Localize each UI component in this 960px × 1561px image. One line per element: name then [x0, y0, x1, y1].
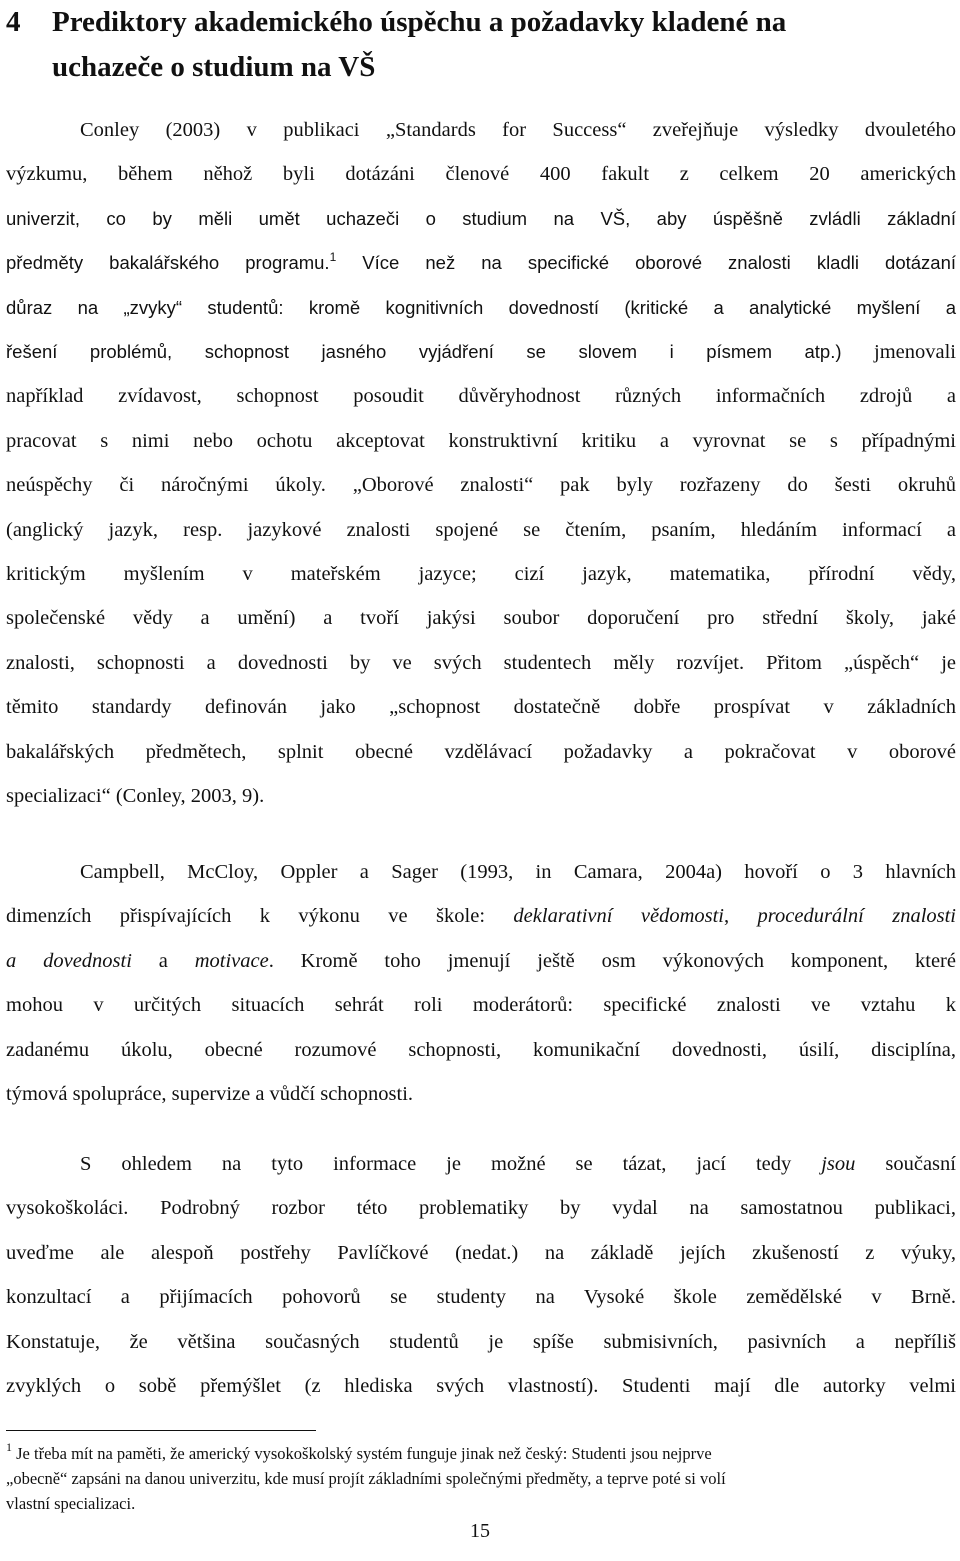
text-span: současní — [855, 1153, 956, 1175]
footnote-line: vlastní specializaci. — [6, 1494, 136, 1513]
chapter-number: 4 — [6, 6, 21, 38]
page-number: 15 — [470, 1520, 490, 1542]
text-line: uveďme ale alespoň postřehy Pavlíčkové (nedat.) na základě jejích zkušeností z výuky, — [6, 1241, 956, 1264]
text-span: Je třeba mít na paměti, že americký vysokoškolský systém funguje jinak než český: Studenti jsou nejprve — [12, 1444, 712, 1463]
paragraph-students — [6, 1142, 956, 1408]
footnote-reference: 1 — [329, 250, 337, 265]
italic-term: motivace — [194, 949, 269, 972]
text-line: univerzit, co by měli umět uchazeči o studium na VŠ, aby úspěšně zvládli základní — [6, 207, 956, 229]
text-line: společenské vědy a umění) a tvoří jakýsi soubor doporučení pro střední školy, jaké — [6, 607, 956, 630]
footnote-line: „obecně“ zapsáni na danou univerzitu, kde musí projít základními společnými předměty, a teprve poté si volí — [6, 1469, 726, 1488]
text-span: . Kromě toho jmenují ještě osm výkonových komponent, které — [268, 949, 956, 972]
italic-term: a dovednosti — [6, 949, 132, 972]
text-line: znalosti, schopnosti a dovednosti by ve svých studentech měly rozvíjet. Přitom „úspěch“ je — [6, 651, 956, 674]
text-line — [6, 939, 956, 983]
text-line: konzultací a přijímacích pohovorů se studenty na Vysoké škole zemědělské v Brně. — [6, 1286, 956, 1309]
text-line: důraz na „zvyky“ studentů: kromě kognitivních dovedností (kritické a analytické myšlení a — [6, 296, 956, 318]
text-line: bakalářských předmětech, splnit obecné vzdělávací požadavky a pokračovat v oborové — [6, 740, 956, 763]
footnote-marker: 1 — [6, 1440, 12, 1454]
text-line: pracovat s nimi nebo ochotu akceptovat konstruktivní kritiku a vyrovnat se s případnými — [6, 429, 956, 452]
chapter-title-line-2: uchazeče o studium na VŠ — [52, 51, 376, 83]
text-line: výzkumu, během něhož byli dotázáni členové 400 fakult z celkem 20 amerických — [6, 163, 956, 186]
text-line — [6, 894, 956, 938]
text-span: jmenovali — [841, 341, 957, 364]
footnote — [6, 1441, 956, 1516]
text-span: Více než na specifické oborové znalosti kladli dotázaní — [336, 252, 956, 274]
italic-term: deklarativní vědomosti — [513, 905, 724, 928]
text-line: neúspěchy či náročnými úkoly. „Oborové znalosti“ pak byly rozřazeny do šesti okruhů — [6, 474, 956, 497]
text-line: zadanému úkolu, obecné rozumové schopnosti, komunikační dovednosti, úsilí, disciplína, — [6, 1038, 956, 1061]
footnote-line — [6, 1441, 956, 1466]
text-line: vysokoškoláci. Podrobný rozbor této problematiky by vydal na samostatnou publikaci, — [6, 1197, 956, 1220]
text-line: specializaci“ (Conley, 2003, 9). — [6, 785, 265, 808]
chapter-title-line-1: Prediktory akademického úspěchu a požadavky kladené na — [52, 6, 787, 38]
text-line: Conley (2003) v publikaci „Standards for Success“ zveřejňuje výsledky dvouletého — [80, 119, 956, 141]
text-span: a — [131, 949, 195, 972]
text-span: dimenzích přispívajících k výkonu ve škole: — [6, 905, 514, 928]
text-line: (anglický jazyk, resp. jazykové znalosti spojené se čtením, psaním, hledáním informací a — [6, 518, 956, 541]
text-span: řešení problémů, schopnost jasného vyjádření se slovem i písmem atp.) — [6, 341, 842, 363]
text-line: zvyklých o sobě přemýšlet (z hlediska svých vlastností). Studenti mají dle autorky velmi — [6, 1375, 956, 1398]
text-line: například zvídavost, schopnost posoudit důvěryhodnost různých informačních zdrojů a — [6, 385, 956, 408]
italic-term: procedurální znalosti — [757, 905, 957, 928]
text-line: týmová spolupráce, supervize a vůdčí schopnosti. — [6, 1083, 414, 1106]
chapter-heading — [6, 0, 956, 90]
italic-term: jsou — [821, 1153, 856, 1175]
text-line — [6, 330, 956, 374]
text-line: mohou v určitých situacích sehrát roli moderátorů: specifické znalosti ve vztahu k — [6, 994, 956, 1017]
text-line — [6, 1142, 956, 1186]
paragraph-campbell — [6, 850, 956, 1116]
text-span: S ohledem na tyto informace je možné se tázat, jací tedy — [80, 1153, 822, 1175]
paragraph-conley — [6, 108, 956, 819]
text-line: kritickým myšlením v mateřském jazyce; cizí jazyk, matematika, přírodní vědy, — [6, 563, 956, 586]
text-line: těmito standardy definován jako „schopnost dostatečně dobře prospívat v základních — [6, 696, 956, 719]
text-line: Campbell, McCloy, Oppler a Sager (1993, in Camara, 2004a) hovoří o 3 hlavních — [80, 861, 956, 883]
text-line — [6, 241, 956, 285]
text-span: předměty bakalářského programu. — [6, 252, 330, 274]
footnote-separator — [6, 1430, 316, 1431]
text-line: Konstatuje, že většina současných studentů je spíše submisivních, pasivních a nepříliš — [6, 1330, 956, 1353]
text-span: , — [724, 905, 758, 928]
